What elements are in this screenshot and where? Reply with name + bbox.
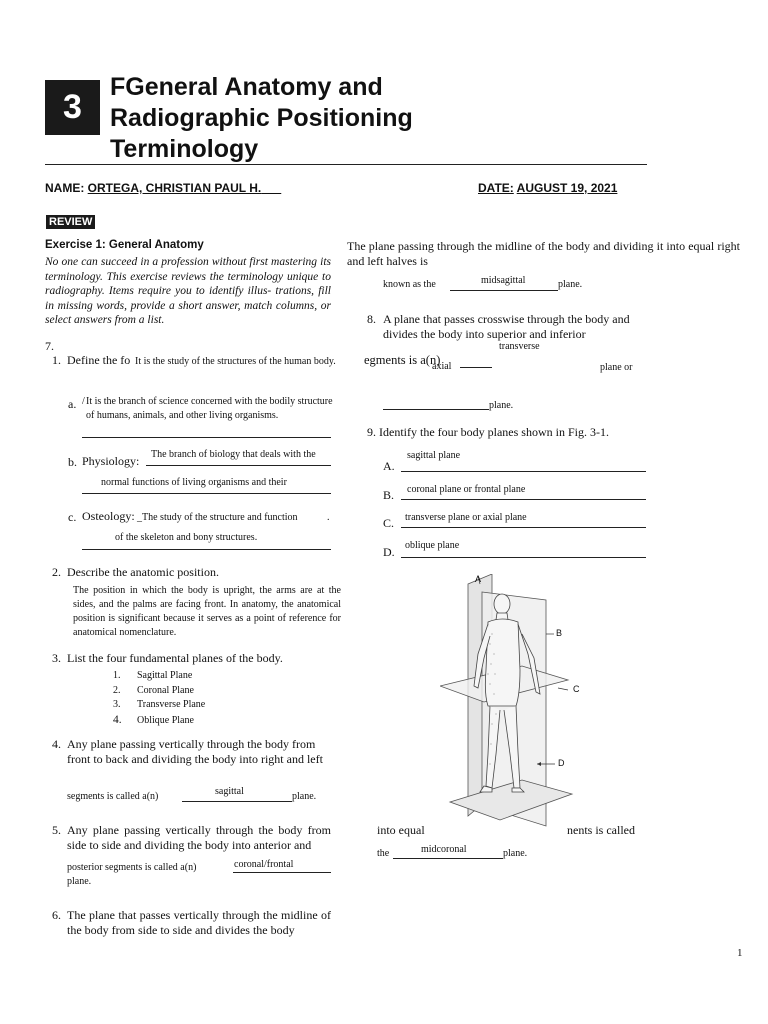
q1c-underline (82, 549, 331, 550)
list-item: 1. Sagittal Plane (113, 670, 193, 681)
q9-underline-b (401, 499, 646, 500)
date-value: AUGUST 19, 2021 (516, 181, 618, 195)
chapter-number-box (45, 80, 100, 135)
q9-underline-d (401, 557, 646, 558)
exercise-intro: No one can succeed in a profession without first mastering its terminology. This exercise reviews the terminology unique to radiography. Items require you to identify illus- trations, fill in missing words, provide a short answer, match columns, or select answers from a list. (45, 256, 331, 326)
q8-answer-2: axial (432, 361, 452, 372)
q8-underline-2 (383, 409, 489, 410)
q8-text: A plane that passes crosswise through the body and divides the body into superior and inferior (383, 312, 630, 341)
q6-text: The plane that passes vertically through the midline of the body from side to side and divides the body (67, 908, 331, 937)
q4-pre: segments is called a(n) (67, 791, 159, 802)
q1c-term: Osteology: (82, 509, 135, 523)
q1-text: Define the fo (67, 353, 131, 367)
q5-underline (233, 872, 331, 873)
q1a-label: a. (68, 397, 77, 411)
q1b-answer-2: normal functions of living organisms and their (101, 477, 287, 488)
q5-pre: posterior segments is called a(n) (67, 862, 197, 873)
q4-post: plane. (292, 791, 317, 802)
figure-label-a: A (475, 574, 482, 584)
chapter-number: 3 (63, 88, 82, 126)
q1b-underline-1 (146, 465, 331, 466)
q4-text: Any plane passing vertically through the body from front to back and dividing the body into right and left (67, 737, 323, 766)
q8-overlap: egments is a(n) (364, 353, 441, 367)
q4-answer: sagittal (215, 786, 244, 797)
q7-answer: midsagittal (481, 275, 526, 286)
q7-text: The plane passing through the midline of the body and dividing it into equal right and left halves is (347, 239, 740, 268)
q1c-answer-2: of the skeleton and bony structures. (115, 532, 258, 543)
body-planes-figure (440, 574, 595, 834)
q1b-term: Physiology: (82, 454, 140, 468)
q7-underline (450, 290, 558, 291)
q6-underline (393, 858, 503, 859)
q1c-answer-1: _The study of the structure and function (137, 512, 298, 523)
q5-number: 5. (52, 823, 61, 837)
q3-text: List the four fundamental planes of the body. (67, 651, 283, 665)
q9-underline-a (401, 471, 646, 472)
q1-answer: It is the study of the structures of the human body. (135, 356, 336, 367)
q9-label-c: C. (383, 516, 395, 530)
q6-post: plane. (503, 848, 528, 859)
list-item: 3. Transverse Plane (113, 699, 206, 710)
q1a-answer-2: of humans, animals, and other living organisms. (86, 410, 279, 421)
name-line: NAME: ORTEGA, CHRISTIAN PAUL H. (45, 181, 262, 195)
q2-number: 2. (52, 565, 61, 579)
q3-number: 3. (52, 651, 61, 665)
q9-answer-b: coronal plane or frontal plane (407, 484, 526, 495)
q3-list (113, 670, 205, 728)
q9-label-d: D. (383, 545, 395, 559)
q2-text: Describe the anatomic position. (67, 565, 219, 579)
q1b-label: b. (68, 455, 77, 469)
q9-label-a: A. (383, 459, 395, 473)
q1b-answer-1: The branch of biology that deals with the (151, 449, 316, 460)
q1a-underline (82, 437, 331, 438)
q9-underline-c (401, 527, 646, 528)
q9-answer-d: oblique plane (405, 540, 460, 551)
q9-answer-c: transverse plane or axial plane (405, 512, 527, 523)
q8-number: 8. (367, 312, 376, 326)
q9-answer-a: sagittal plane (407, 450, 461, 461)
figure-label-c: C (573, 684, 580, 694)
q5-post: plane. (67, 876, 92, 887)
title-rule (45, 164, 647, 165)
exercise-title: Exercise 1: General Anatomy (45, 239, 204, 251)
q9-label-b: B. (383, 488, 395, 502)
q7-number: 7. (45, 339, 54, 353)
q6-answer: midcoronal (421, 844, 467, 855)
q6-number: 6. (52, 908, 61, 922)
q7-pre: known as the (383, 279, 436, 290)
q4-underline (182, 801, 292, 802)
q1b-underline-2 (82, 493, 331, 494)
q8-underline-1 (460, 367, 492, 368)
date-line: DATE: AUGUST 19, 2021 (478, 181, 618, 195)
list-item: 4. Oblique Plane (113, 713, 194, 726)
name-value: ORTEGA, CHRISTIAN PAUL H. (87, 181, 262, 195)
q8-post: plane. (489, 400, 514, 411)
chapter-title: FGeneral Anatomy and Radiographic Positioning Terminology (110, 73, 413, 163)
figure-label-b: B (556, 628, 563, 638)
q1a-cursor: / (82, 396, 85, 407)
q6-cont-mid: nents is called (567, 823, 635, 837)
q9-text: 9. Identify the four body planes shown in Fig. 3-1. (367, 425, 609, 439)
q5-answer: coronal/frontal (234, 859, 294, 870)
q7-post: plane. (558, 279, 583, 290)
list-item: 2. Coronal Plane (113, 684, 194, 696)
q1c-dot: . (327, 512, 330, 523)
q1c-label: c. (68, 510, 77, 524)
q1a-answer-1: It is the branch of science concerned with the bodily structure (86, 396, 333, 407)
review-badge: REVIEW (46, 215, 95, 229)
q8-plane-or: plane or (600, 362, 633, 373)
q5-text: Any plane passing vertically through the body from side to side and dividing the body into anterior and (67, 823, 331, 852)
q6-cont-pre: into equal (377, 823, 425, 837)
figure-label-d: D (558, 758, 565, 768)
q8-answer-1: transverse (499, 341, 540, 352)
q1-number: 1. (52, 353, 61, 367)
q6-the: the (377, 848, 390, 859)
q4-number: 4. (52, 737, 61, 751)
page-number: 1 (737, 947, 743, 959)
q2-answer: The position in which the body is upright, the arms are at the sides, and the palms are facing front. In anatomy, the anatomical position is significant because it serves as a point of reference for anatomical nomenclature. (73, 585, 341, 638)
